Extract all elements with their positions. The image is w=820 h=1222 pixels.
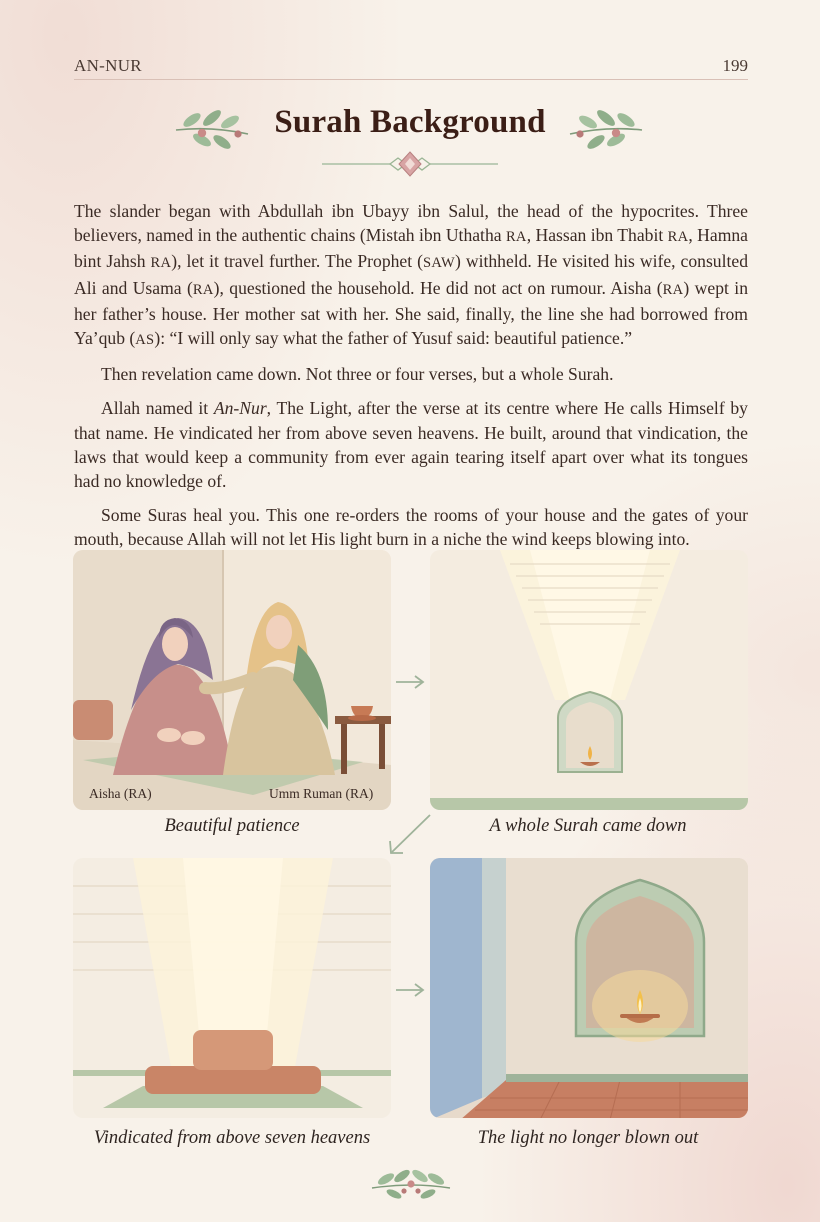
panel-1-caption: Beautiful patience <box>164 816 300 836</box>
leaf-sprig-icon <box>566 100 646 152</box>
paragraph-2: Then revelation came down. Not three or four verses, but a whole Surah. <box>101 364 614 385</box>
leaf-sprig-icon <box>368 1164 454 1204</box>
paragraph-1 <box>74 199 748 352</box>
illustration-panel-2 <box>430 550 748 810</box>
honorific: RA <box>667 229 689 246</box>
panel-3-caption: Vindicated from above seven heavens <box>93 1128 371 1148</box>
text-run: ): “I will only say what the father of Yusuf said: beautiful patience.” <box>154 328 633 349</box>
page-number: 199 <box>722 56 748 75</box>
text-run: Allah named it <box>101 398 214 419</box>
page-title: Surah Background <box>274 104 546 140</box>
honorific: SAW <box>423 255 455 272</box>
honorific: RA <box>505 229 527 246</box>
label-aisha: Aisha (RA) <box>89 786 152 801</box>
chapter-name: AN-NUR <box>74 56 142 75</box>
honorific: AS <box>135 332 155 349</box>
honorific: RA <box>192 281 214 298</box>
paragraph-3 <box>74 396 748 493</box>
body-text <box>74 199 748 562</box>
honorific: RA <box>150 255 172 272</box>
text-run: , Hamna bint Jahsh <box>74 225 748 272</box>
text-run: The slander began with Abdullah ibn Ubayy ibn Salul, the head of the hypocrites. Three believers, named in the authentic chains (Mistah ibn Uthatha <box>74 201 748 246</box>
text-run: , Hassan ibn Thabit <box>526 225 668 246</box>
honorific: RA <box>662 281 684 298</box>
text-run: ), questioned the household. He did not act on rumour. Aisha ( <box>213 277 663 298</box>
seated-women-illustration <box>73 550 391 810</box>
paragraph-4: Some Suras heal you. This one re-orders the rooms of your house and the gates of your mouth, because Allah will not let His light burn in a niche the wind keeps blowing into. <box>74 505 748 550</box>
illustration-panel-4 <box>430 858 748 1118</box>
illustration-panel-3 <box>73 858 391 1118</box>
text-run: ) withheld. He visited his wife, consulted Ali and Usama ( <box>74 251 748 298</box>
cushion-light-illustration <box>73 858 391 1118</box>
diamond-ornament-icon <box>320 148 500 180</box>
lamp-niche-illustration <box>430 858 748 1118</box>
arrow-right-icon <box>394 672 426 692</box>
text-run: , The Light, after the verse at its centre where He calls Himself by that name. He vindicated her from above seven heavens. He built, around that vindication, the laws that would keep a community from ever again tearing itself apart over what its tongues had no knowledge of. <box>74 398 748 492</box>
text-run: ), let it travel further. The Prophet ( <box>171 251 424 272</box>
illustration-panel-1 <box>73 550 391 810</box>
arrow-down-left-icon <box>384 812 434 858</box>
niche-light-illustration <box>430 550 748 810</box>
label-umm-ruman: Umm Ruman (RA) <box>269 786 374 801</box>
running-head <box>74 54 748 80</box>
surah-name: An-Nur <box>213 398 267 419</box>
panel-2-caption: A whole Surah came down <box>489 816 687 836</box>
arrow-right-icon <box>394 980 426 1000</box>
panel-4-caption: The light no longer blown out <box>477 1128 699 1148</box>
text-run: ) wept in her father’s house. Her mother sat with her. She said, finally, the line she had borrowed from Ya’qub ( <box>74 277 748 349</box>
